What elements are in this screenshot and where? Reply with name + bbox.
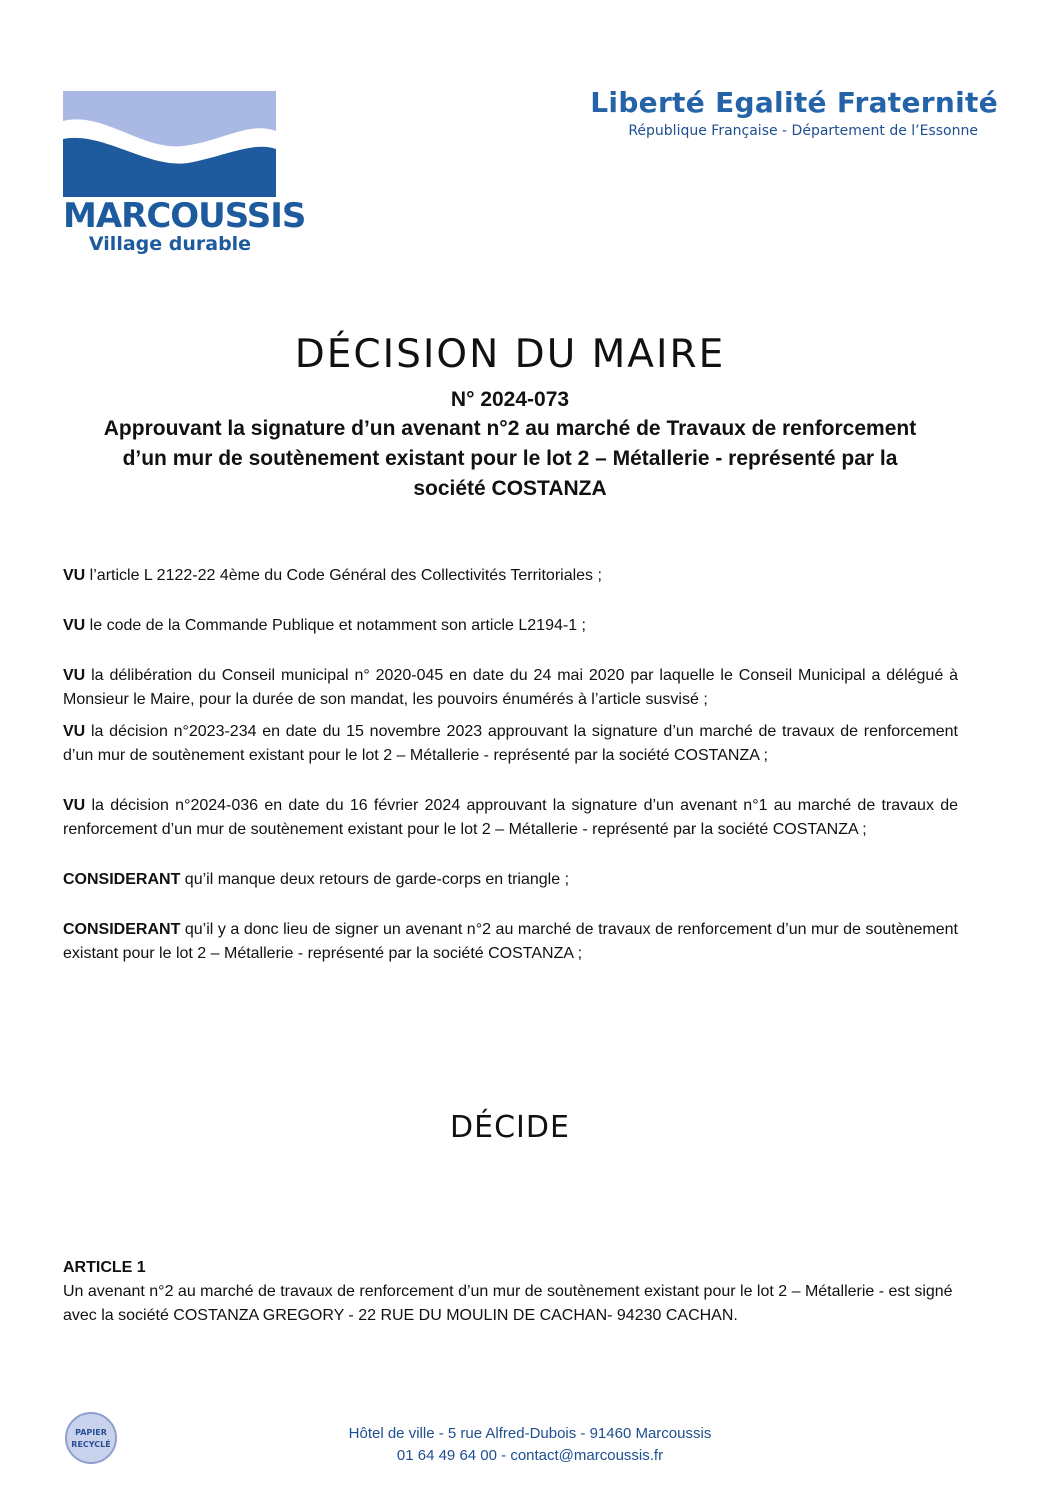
clause-lead: VU — [63, 667, 86, 684]
decision-number: N° 2024-073 — [450, 388, 570, 411]
clause-lead: VU — [63, 567, 86, 584]
decide-heading: DÉCIDE — [450, 1110, 570, 1145]
recital-clause — [63, 918, 958, 966]
recycled-paper-icon — [63, 1410, 119, 1466]
page-title: DÉCISION DU MAIRE — [294, 332, 726, 377]
clause-text: l’article L 2122-22 4ème du Code Général des Collectivités Territoriales ; — [85, 567, 602, 584]
clause-lead: CONSIDERANT — [63, 871, 181, 888]
footer-contact: 01 64 49 64 00 - contact@marcoussis.fr — [396, 1447, 664, 1464]
footer-address: Hôtel de ville - 5 rue Alfred-Dubois - 91460 Marcoussis — [348, 1425, 712, 1442]
recitals — [63, 564, 958, 966]
decision-subject-line-1: Approuvant la signature d’un avenant n°2 au marché de Travaux de renforcement — [103, 417, 917, 440]
clause-lead: VU — [63, 797, 86, 814]
logo-name: MARCOUSSIS — [63, 196, 306, 236]
republic-subline: République Française - Département de l’Essonne — [628, 123, 978, 139]
recital-clause — [63, 794, 958, 842]
logo-tagline: Village durable — [88, 233, 252, 255]
clause-text: qu’il y a donc lieu de signer un avenant n°2 au marché de travaux de renforcement d’un mur de soutènement existant pour le lot 2 – Métallerie - représenté par la société COSTANZA ; — [63, 921, 958, 962]
article-1 — [63, 1256, 963, 1328]
decision-title-block — [60, 332, 960, 504]
clause-text: qu’il manque deux retours de garde-corps en triangle ; — [180, 871, 570, 888]
clause-text: la décision n°2023-234 en date du 15 novembre 2023 approuvant la signature d’un marché de travaux de renforcement d’un mur de soutènement existant pour le lot 2 – Métallerie - représenté par la société COSTANZA ; — [63, 723, 958, 764]
marcoussis-logo — [63, 91, 306, 266]
article-heading: ARTICLE 1 — [63, 1259, 146, 1276]
recital-clause — [63, 664, 958, 712]
clause-text: le code de la Commande Publique et notamment son article L2194-1 ; — [85, 617, 586, 634]
clause-text: la décision n°2024-036 en date du 16 février 2024 approuvant la signature d’un avenant n°1 au marché de travaux de renforcement d’un mur de soutènement existant pour le lot 2 – Métallerie - représenté par la société COSTANZA ; — [63, 797, 958, 838]
republic-header — [590, 86, 998, 142]
clause-text: la délibération du Conseil municipal n° 2020-045 en date du 24 mai 2020 par laquelle le Conseil Municipal a délégué à Monsieur le Maire, pour la durée de son mandat, les pouvoirs énumérés à l’article susvisé ; — [63, 667, 958, 708]
recital-clause — [63, 868, 958, 892]
republic-motto: Liberté Egalité Fraternité — [590, 86, 998, 119]
recycle-text-top: PAPIER — [75, 1428, 107, 1437]
logo-wave-graphic — [63, 91, 276, 197]
decision-subject-line-3: société COSTANZA — [413, 477, 607, 500]
article-text: Un avenant n°2 au marché de travaux de renforcement d’un mur de soutènement existant pour le lot 2 – Métallerie - est signé avec la société COSTANZA GREGORY - 22 RUE DU MOULIN DE CACHAN- 94230 CACHAN. — [63, 1283, 953, 1324]
clause-lead: VU — [63, 617, 86, 634]
recital-clause — [63, 720, 958, 768]
recital-clause — [63, 564, 958, 588]
recycle-text-bottom: RECYCLÉ — [71, 1440, 111, 1449]
page-footer — [290, 1423, 770, 1467]
recital-clause — [63, 614, 958, 638]
clause-lead: CONSIDERANT — [63, 921, 181, 938]
decision-subject-line-2: d’un mur de soutènement existant pour le lot 2 – Métallerie - représenté par la — [122, 447, 898, 470]
clause-lead: VU — [63, 723, 86, 740]
